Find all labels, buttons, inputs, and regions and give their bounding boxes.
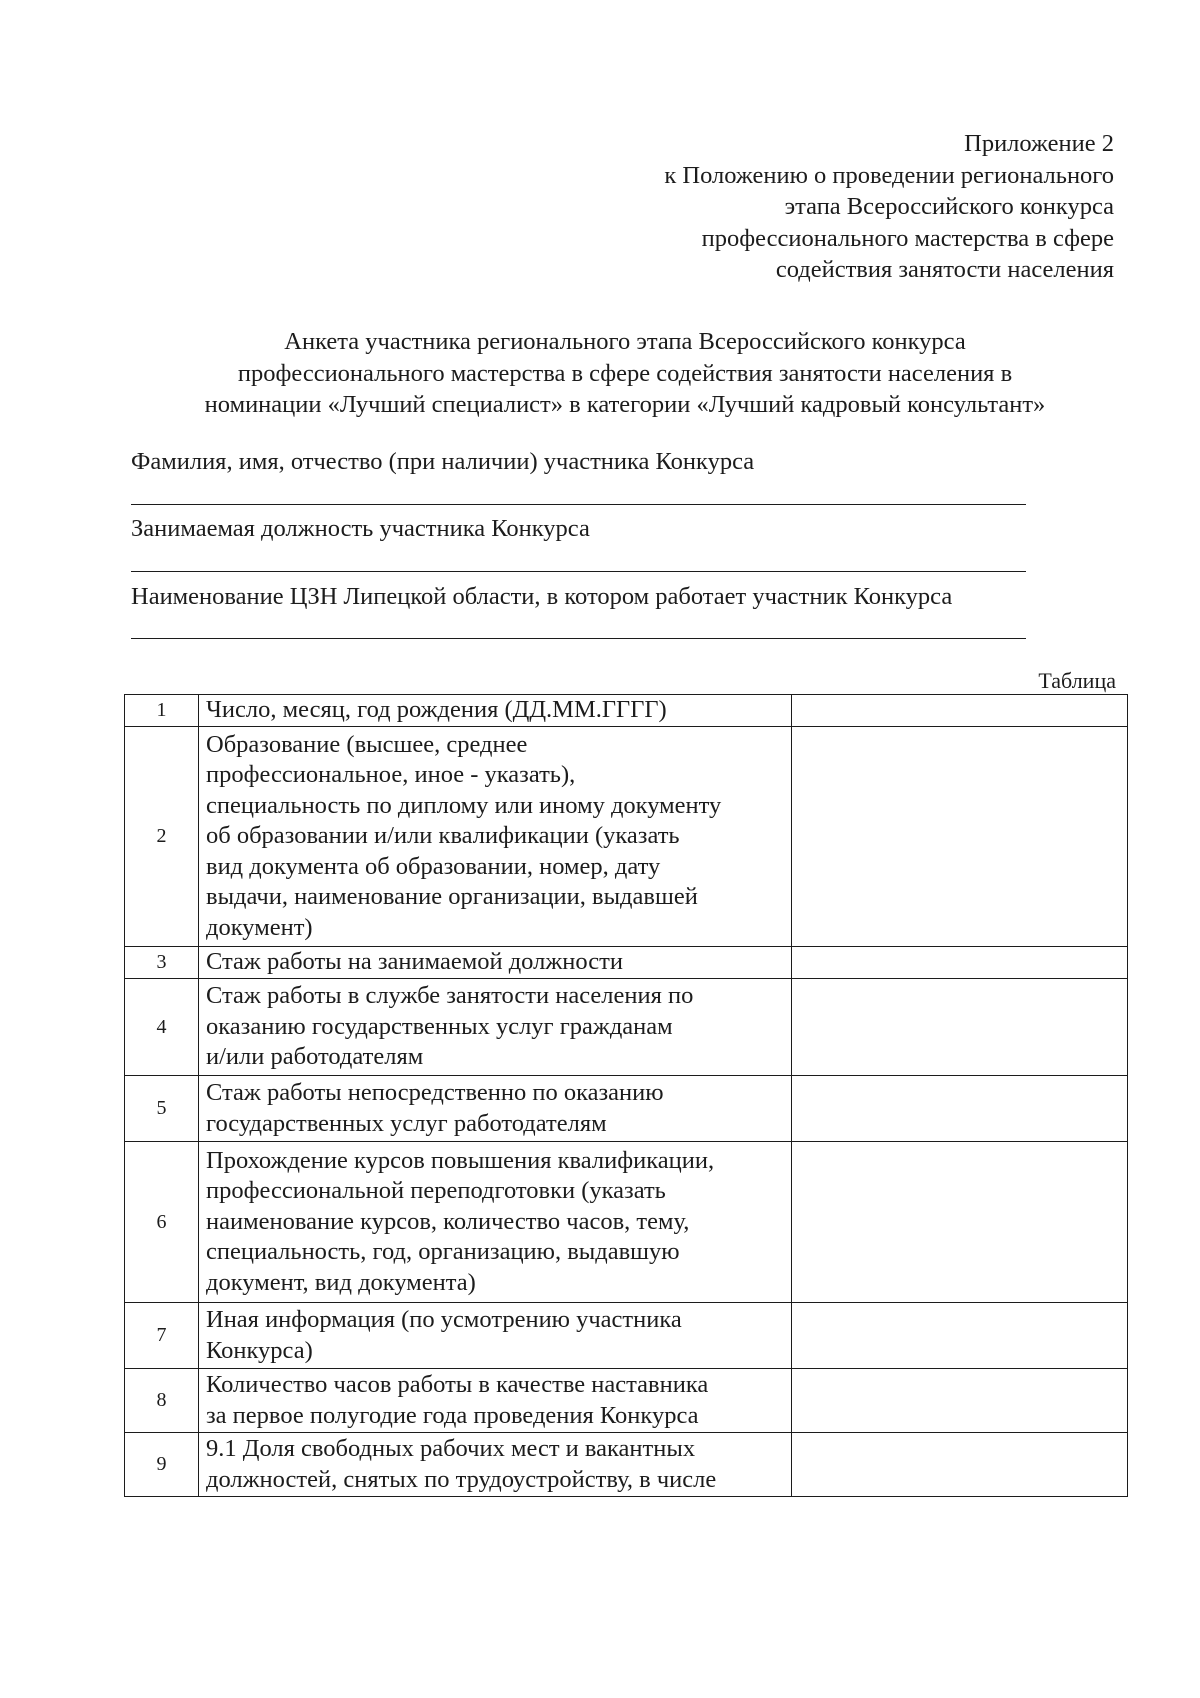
row-description-line: специальность по диплому или иному документу bbox=[206, 791, 722, 819]
row-description bbox=[199, 979, 792, 1076]
row-value-cell[interactable] bbox=[792, 1369, 1128, 1433]
row-number: 2 bbox=[125, 727, 199, 947]
employment-center-line[interactable] bbox=[131, 638, 1026, 639]
row-description-line: 9.1 Доля свободных рабочих мест и вакантных bbox=[206, 1435, 696, 1462]
table-caption: Таблица bbox=[1038, 668, 1116, 693]
table-row bbox=[125, 1433, 1128, 1497]
row-number: 6 bbox=[125, 1142, 199, 1303]
table-row bbox=[125, 695, 1128, 727]
row-description-line: профессиональное, иное - указать), bbox=[206, 761, 576, 789]
row-description-line: Прохождение курсов повышения квалификации, bbox=[206, 1146, 715, 1174]
table-row bbox=[125, 1369, 1128, 1433]
row-description-line: Стаж работы в службе занятости населения по bbox=[206, 982, 694, 1010]
form-title-line: номинации «Лучший специалист» в категории «Лучший кадровый консультант» bbox=[204, 391, 1046, 418]
appendix-line: к Положению о проведении регионального bbox=[664, 161, 1114, 189]
row-description bbox=[199, 1303, 792, 1369]
row-description-line: Иная информация (по усмотрению участника bbox=[206, 1306, 682, 1333]
position-label: Занимаемая должность участника Конкурса bbox=[131, 515, 590, 542]
row-number: 7 bbox=[125, 1303, 199, 1369]
row-description-line: за первое полугодие года проведения Конкурса bbox=[206, 1401, 699, 1429]
form-title-line: Анкета участника регионального этапа Всероссийского конкурса bbox=[284, 328, 966, 355]
row-description bbox=[199, 947, 792, 979]
participant-name-line[interactable] bbox=[131, 504, 1026, 505]
row-description bbox=[199, 1142, 792, 1303]
row-description bbox=[199, 1076, 792, 1142]
row-number: 5 bbox=[125, 1076, 199, 1142]
table-row bbox=[125, 1076, 1128, 1142]
row-description-line: государственных услуг работодателям bbox=[206, 1109, 607, 1137]
row-description bbox=[199, 695, 792, 727]
row-value-cell[interactable] bbox=[792, 979, 1128, 1076]
row-description-line: Конкурса) bbox=[206, 1336, 313, 1364]
table-row bbox=[125, 727, 1128, 947]
row-description-line: и/или работодателям bbox=[206, 1043, 424, 1071]
row-value-cell[interactable] bbox=[792, 727, 1128, 947]
row-description-line: Число, месяц, год рождения (ДД.ММ.ГГГГ) bbox=[206, 696, 667, 724]
row-description-line: Стаж работы на занимаемой должности bbox=[206, 948, 623, 976]
row-description bbox=[199, 1369, 792, 1433]
form-title-line: профессионального мастерства в сфере содействия занятости населения в bbox=[237, 359, 1013, 387]
row-description bbox=[199, 1433, 792, 1497]
row-number: 9 bbox=[125, 1433, 199, 1497]
form-title bbox=[130, 326, 1120, 421]
row-description-line: Количество часов работы в качестве наставника bbox=[206, 1371, 709, 1398]
row-description-line: Образование (высшее, среднее bbox=[206, 730, 528, 758]
row-description-line: документ) bbox=[206, 913, 313, 941]
table-row bbox=[125, 979, 1128, 1076]
row-value-cell[interactable] bbox=[792, 1142, 1128, 1303]
row-value-cell[interactable] bbox=[792, 1433, 1128, 1497]
row-value-cell[interactable] bbox=[792, 947, 1128, 979]
participant-name-label: Фамилия, имя, отчество (при наличии) участника Конкурса bbox=[131, 448, 755, 475]
row-description-line: должностей, снятых по трудоустройству, в числе bbox=[206, 1465, 717, 1493]
row-description-line: профессиональной переподготовки (указать bbox=[206, 1177, 666, 1205]
row-number: 1 bbox=[125, 695, 199, 727]
appendix-line: Приложение 2 bbox=[964, 130, 1114, 157]
appendix-line: профессионального мастерства в сфере bbox=[701, 224, 1114, 252]
row-number: 8 bbox=[125, 1369, 199, 1433]
participant-table bbox=[124, 694, 1128, 1497]
row-description-line: документ, вид документа) bbox=[206, 1268, 476, 1296]
row-description-line: вид документа об образовании, номер, дату bbox=[206, 852, 661, 880]
position-line[interactable] bbox=[131, 571, 1026, 572]
employment-center-label: Наименование ЦЗН Липецкой области, в котором работает участник Конкурса bbox=[131, 583, 953, 610]
row-description-line: оказанию государственных услуг гражданам bbox=[206, 1012, 673, 1040]
row-description bbox=[199, 727, 792, 947]
table-row bbox=[125, 947, 1128, 979]
table-row bbox=[125, 1142, 1128, 1303]
row-value-cell[interactable] bbox=[792, 695, 1128, 727]
row-description-line: выдачи, наименование организации, выдавшей bbox=[206, 883, 698, 911]
row-value-cell[interactable] bbox=[792, 1076, 1128, 1142]
row-value-cell[interactable] bbox=[792, 1303, 1128, 1369]
table-row bbox=[125, 1303, 1128, 1369]
appendix-line: этапа Всероссийского конкурса bbox=[784, 193, 1114, 220]
row-description-line: Стаж работы непосредственно по оказанию bbox=[206, 1079, 664, 1106]
appendix-line: содействия занятости населения bbox=[775, 256, 1114, 283]
row-number: 4 bbox=[125, 979, 199, 1076]
row-number: 3 bbox=[125, 947, 199, 979]
row-description-line: об образовании и/или квалификации (указать bbox=[206, 822, 680, 850]
appendix-header bbox=[514, 128, 1114, 286]
row-description-line: специальность, год, организацию, выдавшую bbox=[206, 1238, 680, 1266]
row-description-line: наименование курсов, количество часов, тему, bbox=[206, 1207, 690, 1235]
